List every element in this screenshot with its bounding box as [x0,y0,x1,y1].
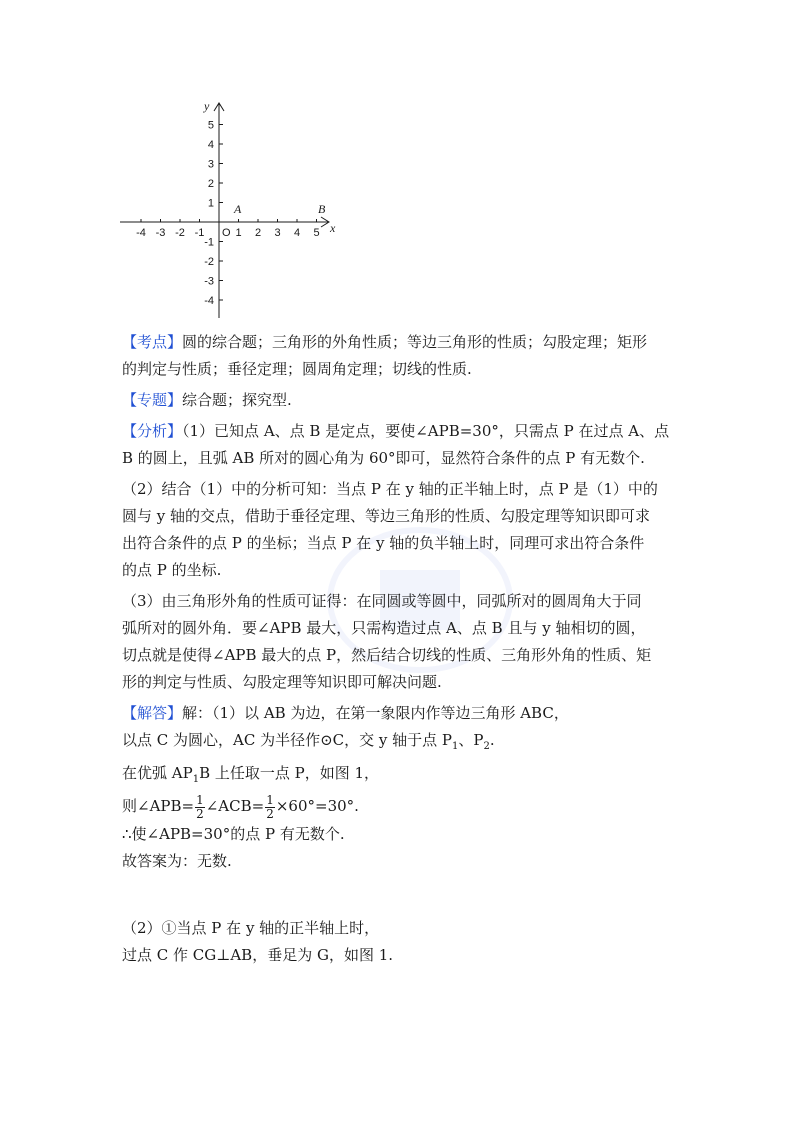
jieda-line-2-mid: 、P [458,731,484,749]
fenxi-p3-line-4: 形的判定与性质、勾股定理等知识即可解决问题. [122,673,442,691]
y-tick-label: -4 [204,295,214,307]
jieda-line-4 [122,792,359,821]
fraction-denominator: 2 [266,806,274,821]
y-tick-label: 1 [207,197,214,210]
fenxi-p3-line-2: 弧所对的圆外角．要∠APB 最大，只需构造过点 A、点 B 且与 y 轴相切的圆， [122,619,646,637]
jieda-line-4-b: ∠ACB= [205,797,265,815]
zhuanti-paragraph [122,387,682,414]
x-tick-label: 1 [235,227,242,239]
jieda-tag: 【解答】 [122,704,183,722]
subscript-1: 1 [452,741,459,752]
solution-content [122,329,682,973]
x-tick-label: -3 [155,227,166,239]
fenxi-p2-line-4: 的点 P 的坐标. [122,561,222,579]
fenxi-line-1: （1）已知点 A、点 B 是定点，要使∠APB=30°，只需点 P 在过点 A、点 [182,422,670,440]
jieda-line-2 [122,731,495,752]
y-tick-label: 4 [207,139,214,151]
subscript-2: 2 [483,741,490,752]
fenxi-p2-line-2: 圆与 y 轴的交点，借助于垂径定理、等边三角形的性质、勾股定理等知识即可求 [122,507,651,525]
coordinate-plane [118,96,338,321]
y-tick-label: -2 [204,256,214,268]
fenxi-paragraph-1 [122,418,682,472]
point-a-label: A [234,202,242,216]
kaodian-tag: 【考点】 [122,333,183,351]
jieda-part-2 [122,915,682,969]
jieda-line-1: 解：（1）以 AB 为边，在第一象限内作等边三角形 ABC， [182,704,569,722]
x-tick-label: -1 [194,227,205,239]
kaodian-text: 圆的综合题；三角形的外角性质；等边三角形的性质；勾股定理；矩形 [182,333,648,351]
fenxi-p2-line-1: （2）结合（1）中的分析可知：当点 P 在 y 轴的正半轴上时，点 P 是（1）中的 [122,480,658,498]
fraction-half-1 [195,794,205,821]
spacer [122,879,682,915]
jieda-line-8: 过点 C 作 CG⊥AB，垂足为 G，如图 1. [122,945,394,964]
jieda-line-5: ∴使∠APB=30°的点 P 有无数个. [122,824,345,843]
kaodian-text-2: 的判定与性质；垂径定理；圆周角定理；切线的性质. [122,360,472,378]
jieda-line-2-pre: 以点 C 为圆心，AC 为半径作⊙C，交 y 轴于点 P [122,731,453,749]
y-tick-label: 5 [207,119,214,132]
jieda-paragraph [122,700,682,875]
x-tick-label: 2 [254,227,262,239]
jieda-line-4-c: ×60°=30°. [275,797,359,815]
x-tick-label: 3 [274,227,281,239]
fenxi-p3-line-3: 切点就是使得∠APB 最大的点 P，然后结合切线的性质、三角形外角的性质、矩 [122,646,652,664]
fenxi-paragraph-3 [122,588,682,696]
y-tick-label: 2 [207,178,214,190]
fenxi-p2-line-3: 出符合条件的点 P 的坐标；当点 P 在 y 轴的负半轴上时，同理可求出符合条件 [122,534,645,552]
jieda-line-3-post: B 上任取一点 P，如图 1， [199,764,380,782]
y-tick-label: 3 [207,158,214,171]
fraction-half-2 [265,794,275,821]
y-axis-label: y [204,99,210,113]
jieda-line-7: （2）①当点 P 在 y 轴的正半轴上时， [122,918,380,937]
x-tick-label: 5 [313,227,320,239]
jieda-line-3-pre: 在优弧 AP [122,764,193,782]
fraction-denominator: 2 [196,806,204,821]
axis-ticks [141,125,320,301]
fenxi-paragraph-2 [122,476,682,584]
fraction-numerator: 1 [266,792,274,807]
fenxi-tag: 【分析】 [122,422,183,440]
jieda-line-2-post: . [489,731,495,749]
x-tick-label: 4 [293,227,301,239]
fraction-numerator: 1 [196,792,204,807]
x-tick-label: -4 [136,227,146,239]
jieda-line-3 [122,764,380,785]
jieda-line-4-a: 则∠APB= [122,797,195,815]
kaodian-paragraph [122,329,682,383]
axis-tick-labels [136,120,319,308]
jieda-line-6: 故答案为：无数. [122,851,232,870]
x-axis-label: x [330,221,336,235]
origin-label: O [222,227,231,239]
fenxi-p3-line-1: （3）由三角形外角的性质可证得：在同圆或等圆中，同弧所对的圆周角大于同 [122,592,642,610]
zhuanti-tag: 【专题】 [122,391,183,409]
subscript-arc: 1 [192,774,200,785]
y-tick-label: -3 [204,275,214,288]
zhuanti-text: 综合题；探究型. [182,391,292,409]
point-b-label: B [318,202,326,216]
x-tick-label: -2 [175,227,185,239]
y-tick-label: -1 [204,236,214,249]
coordinate-graph [118,96,338,321]
fenxi-line-2: B 的圆上，且弧 AB 所对的圆心角为 60°即可，显然符合条件的点 P 有无数个. [122,449,645,467]
